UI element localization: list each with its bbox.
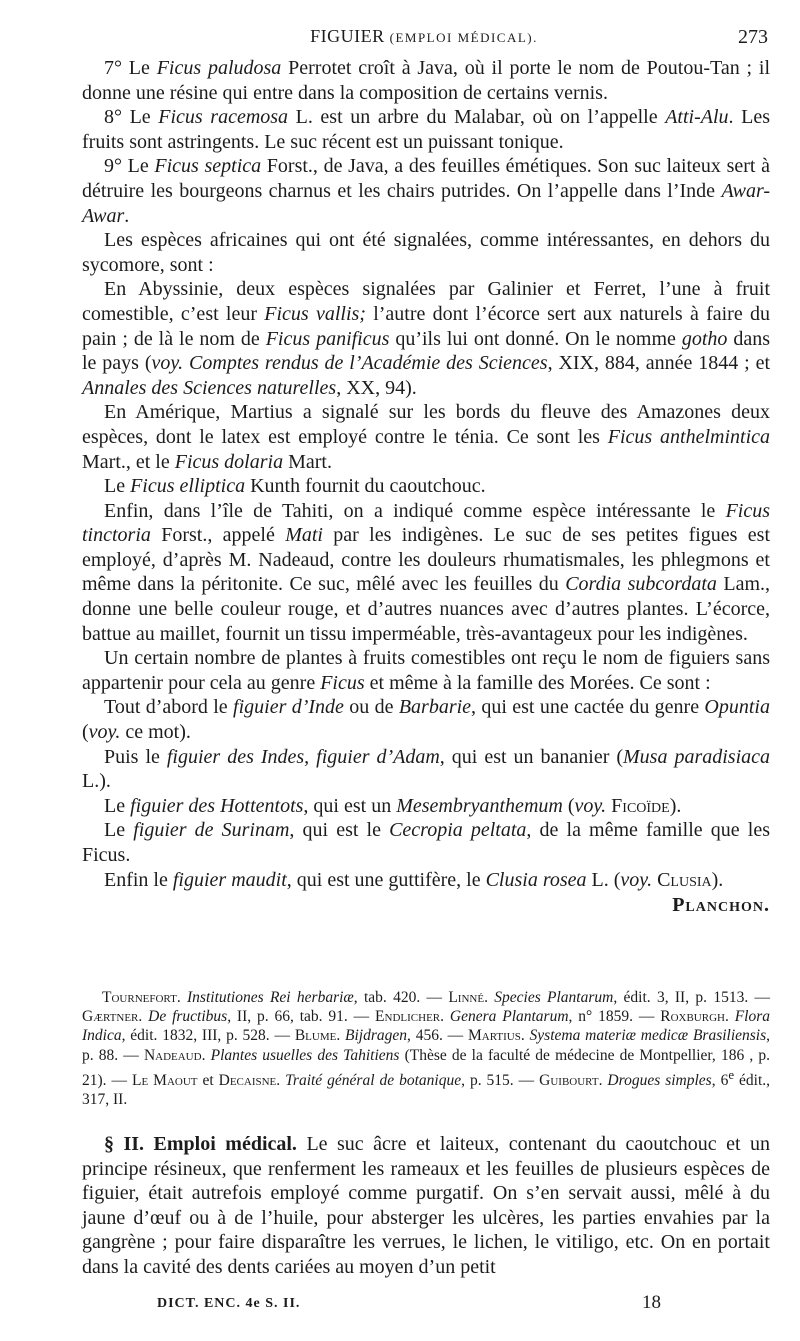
paragraph: Le figuier des Hottentots, qui est un Mesembryanthemum (voy. Ficoïde). — [104, 794, 682, 817]
running-header — [80, 20, 768, 50]
printer-signature-mark: DICT. ENC. 4e S. II. — [157, 1296, 301, 1311]
page-footer — [82, 1292, 770, 1318]
author-signature: Planchon. — [672, 894, 770, 917]
section-emploi-medical — [82, 1132, 770, 1279]
paragraph: Enfin, dans l’île de Tahiti, on a indiqué comme espèce intéressante le Ficus tinctoria Forst., appelé Mati par les indigènes. Le suc de ses petites figues est employé, d’après M. Nadeaud, contre les douleurs rhumatismales, les phlegmons et même dans la péritonite. Ce suc, mêlé avec les feuilles du Cordia subcordata Lam., donne une belle couleur rouge, et d’autres nuances avec d’autres plantes. L’écorce, battue au maillet, fournit un tissu imperméable, très-avantageux pour les indigènes. — [82, 499, 771, 645]
section-heading: § II. Emploi médical. — [104, 1133, 297, 1155]
paragraph: Un certain nombre de plantes à fruits comestibles ont reçu le nom de figuiers sans appartenir pour cela au genre Ficus et même à la famille des Morées. Ce sont : — [82, 647, 770, 694]
paragraph: Tout d’abord le figuier d’Inde ou de Barbarie, qui est une cactée du genre Opuntia (voy. ce mot). — [82, 696, 770, 744]
paragraph: Le Ficus elliptica Kunth fournit du caoutchouc. — [104, 475, 486, 498]
running-title — [80, 26, 768, 47]
paragraph: Puis le figuier des Indes, figuier d’Adam, qui est un bananier (Musa paradisiaca L.). — [82, 745, 771, 793]
paragraph: Les espèces africaines qui ont été signalées, comme intéressantes, en dehors du sycomore, sont : — [82, 229, 770, 276]
paragraph: 9° Le Ficus septica Forst., de Java, a des feuilles émétiques. Son suc laiteux sert à détruire les bourgeons charnus et les chairs putrides. On l’appelle dans l’Inde Awar-Awar. — [82, 155, 770, 227]
gathering-number: 18 — [642, 1292, 661, 1313]
paragraph: 8° Le Ficus racemosa L. est un arbre du Malabar, où on l’appelle Atti-Alu. Les fruits sont astringents. Le suc récent est un puissant tonique. — [82, 106, 770, 153]
bibliography: Tournefort. Institutiones Rei herbariæ, tab. 420. — Linné. Species Plantarum, édit. 3, II, p. 1513. — Gærtner. De fructibus, II, p. 66, tab. 91. — Endlicher. Genera Plantarum, n° 1859. — Roxburgh. Flora Indica, édit. 1832, III, p. 528. — Blume. Bijdragen, 456. — Martius. Systema materiæ medicæ Brasiliensis, p. 88. — Nadeaud. Plantes usuelles des Tahitiens (Thèse de la faculté de médecine de Montpellier, 186 , p. 21). — Le Maout et Decaisne. Traité général de botanique, p. 515. — Guibourt. Drogues simples, 6e édit., 317, II. — [82, 989, 771, 1109]
running-title-main: FIGUIER — [310, 26, 385, 46]
page-number: 273 — [738, 26, 768, 48]
paragraph: En Abyssinie, deux espèces signalées par Galinier et Ferret, l’une à fruit comestible, c’est leur Ficus vallis; l’autre dont l’écorce sert aux naturels à faire du pain ; de là le nom de Ficus panificus qu’ils lui ont donné. On le nomme gotho dans le pays (voy. Comptes rendus de l’Académie des Sciences, XIX, 884, année 1844 ; et Annales des Sciences naturelles, XX, 94). — [82, 278, 770, 399]
running-title-sub: (EMPLOI MÉDICAL). — [389, 30, 538, 45]
paragraph: Enfin le figuier maudit, qui est une guttifère, le Clusia rosea L. (voy. Clusia). — [104, 868, 724, 891]
section-text: Le suc âcre et laiteux, contenant du caoutchouc et un principe résineux, que renferment les rameaux et les feuilles de plusieurs espèces de figuier, était autrefois employé comme purgatif. On s’en servait aussi, mêlé à du jaune d’œuf ou à de l’huile, pour absterger les ulcères, les parties envahies par la gangrène ; pour faire disparaître les verrues, le lichen, le vitiligo, etc. On en portait dans la cavité des dents cariées au moyen d’un petit — [82, 1133, 771, 1278]
paragraph: En Amérique, Martius a signalé sur les bords du fleuve des Amazones deux espèces, dont le latex est employé contre le ténia. Ce sont les Ficus anthelmintica Mart., et le Ficus dolaria Mart. — [82, 401, 771, 473]
body-text — [82, 56, 770, 918]
paragraph: Le figuier de Surinam, qui est le Cecropia peltata, de la même famille que les Ficus. — [82, 819, 770, 866]
paragraph: 7° Le Ficus paludosa Perrotet croît à Java, où il porte le nom de Poutou-Tan ; il donne une résine qui entre dans la composition de certains vernis. — [82, 57, 771, 104]
